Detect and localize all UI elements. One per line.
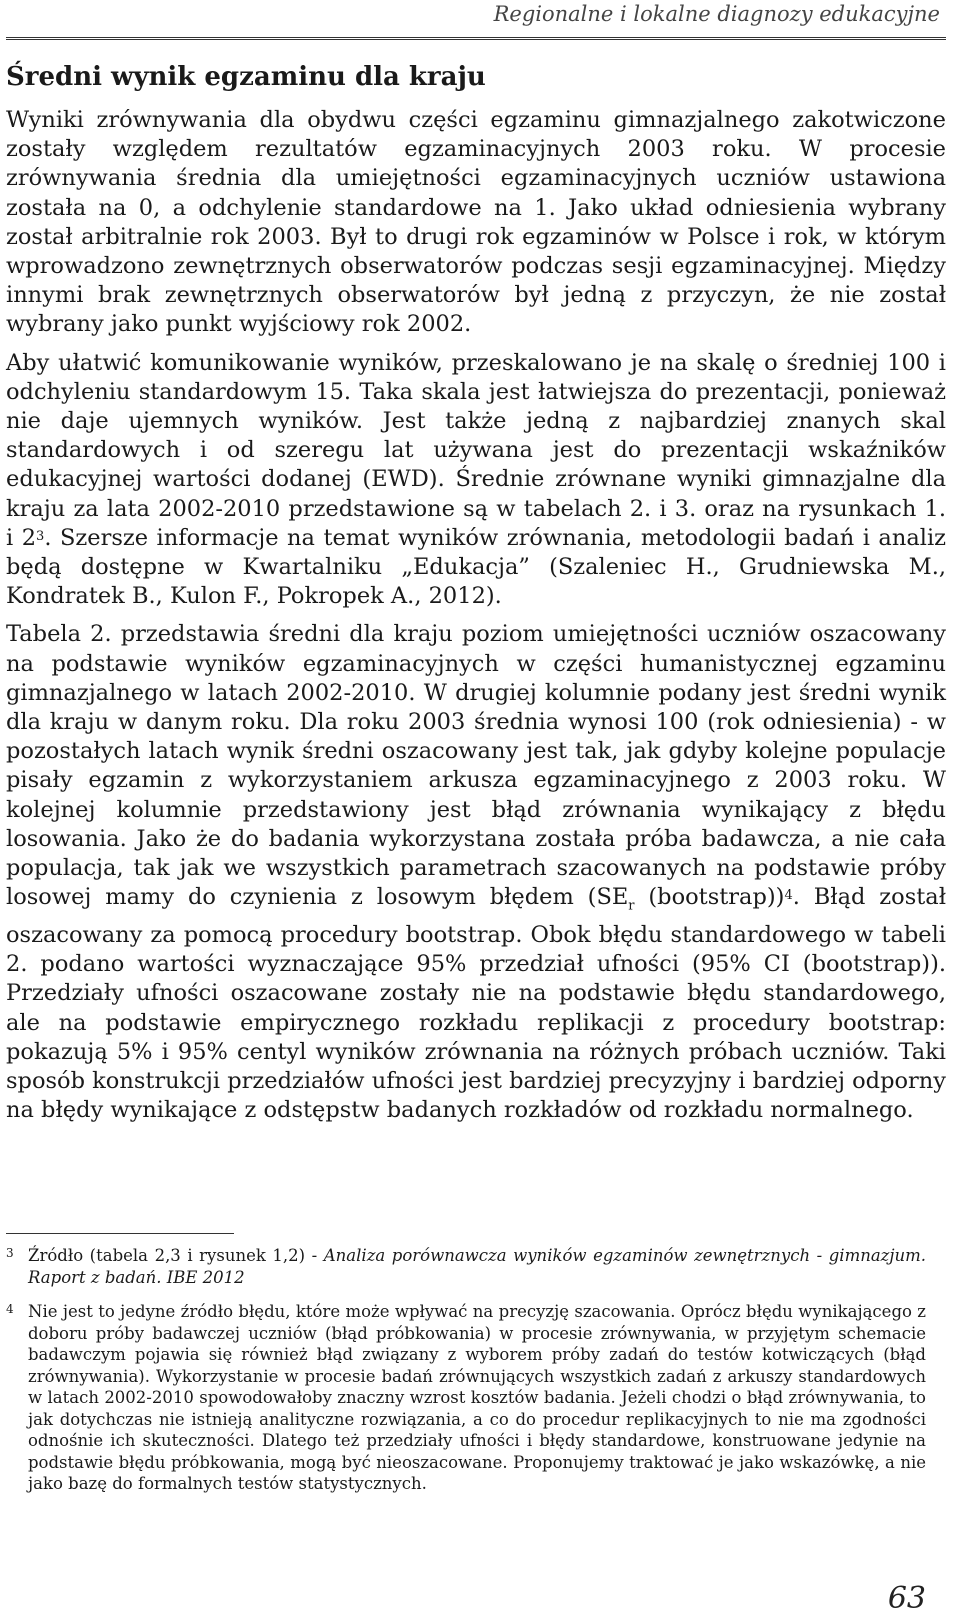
header-divider — [6, 37, 946, 40]
footnote-number: 3 — [6, 1246, 14, 1260]
footnotes — [6, 1245, 926, 1508]
footnote-text: Źródło (tabela 2,3 i rysunek 1,2) - — [28, 1246, 324, 1265]
footnote-italic-text: Analiza porównawcza wyników egzaminów zewnętrznych - gimnazjum. Raport z badań. IBE 2012 — [28, 1246, 927, 1287]
body-text — [6, 106, 946, 1134]
paragraph-2-text-a: Aby ułatwić komunikowanie wyników, przeskalowano je na skalę o średniej 100 i odchyleniu standardowym 15. Taka skala jest łatwiejsza do prezentacji, ponieważ nie daje ujemnych wyników. Jest także jedną z najbardziej znanych skal standardowych i od szeregu lat używana jest do prezentacji wskaźników edukacyjnej wartości dodanej (EWD). Średnie zrównane wyniki gimnazjalne dla kraju za lata 2002-2010 przedstawione są w tabelach 2. i 3. oraz na rysunkach 1. i 2 — [6, 349, 946, 551]
paragraph-2-text-b: . Szersze informacje na temat wyników zrównania, metodologii badań i analiz będą dostępne w Kwartalniku „Edukacja” (Szaleniec H., Grudniewska M., Kondratek B., Kulon F., Pokropek A., 2012). — [6, 524, 946, 610]
paragraph-3-text-a: Tabela 2. przedstawia średni dla kraju poziom umiejętności uczniów oszacowany na podstawie wyników egzaminacyjnych w części humanistycznej egzaminu gimnazjalnego w latach 2002-2010. W drugiej kolumnie podany jest średni wynik dla kraju w danym roku. Dla roku 2003 średnia wynosi 100 (rok odniesienia) - w pozostałych latach wynik średni oszacowany jest tak, jak gdyby kolejne populacje pisały egzamin z wykorzystaniem arkusza egzaminacyjnego z 2003 roku. W kolejnej kolumnie przedstawiony jest błąd zrównania wynikający z błędu losowania. Jako że do badania wykorzystana została próba badawcza, a nie cała populacja, tak jak we wszystkich parametrach szacowanych na podstawie próby losowej mamy do czynienia z losowym błędem (SE — [6, 621, 946, 911]
footnote-4 — [6, 1301, 926, 1495]
page — [6, 0, 954, 1620]
page-number: 63 — [887, 1581, 926, 1616]
paragraph-2 — [6, 349, 946, 612]
paragraph-3-text-c: . Błąd został oszacowany za pomocą procedury bootstrap. Obok błędu standardowego w tabeli 2. podano wartości wyznaczające 95% przedział ufności (95% CI (bootstrap)). Przedziały ufności oszacowane zostały nie na podstawie błędu standardowego, ale na podstawie empirycznego rozkładu replikacji z procedury bootstrap: pokazują 5% i 95% centyl wyników zrównania na różnych próbach uczniów. Taki sposób konstrukcji przedziałów ufności jest bardziej precyzyjny i bardziej odporny na błędy wynikające z odstępstw badanych rozkładów od rozkładu normalnego. — [6, 884, 946, 1124]
running-header: Regionalne i lokalne diagnozy edukacyjne — [493, 2, 940, 26]
section-title: Średni wynik egzaminu dla kraju — [6, 62, 486, 92]
footnote-ref-3: 3 — [36, 528, 45, 544]
footnote-divider — [6, 1233, 234, 1234]
footnote-number: 4 — [6, 1302, 14, 1316]
footnote-text: Nie jest to jedyne źródło błędu, które może wpływać na precyzję szacowania. Oprócz błędu wynikającego z doboru próby badawczej uczniów (błąd próbkowania) w procesie zrównywania, w przyjętym schemacie badawczym pojawia się również błąd związany z wyborem próby zadań do testów kotwiczących (błąd zrównywania). Wykorzystanie w procesie badań zrównujących wszystkich zadań z arkuszy standardowych w latach 2002-2010 spowodowałoby znaczny wzrost kosztów badania. Jeżeli chodzi o błąd zrównywania, to jak dotychczas nie istnieją analityczne rozwiązania, a co do procedur replikacyjnych to nie ma zgodności odnośnie ich skuteczności. Dlatego też przedziały ufności i błędy standardowe, konstruowane jedynie na podstawie błędu próbkowania, mogą być nieoszacowane. Proponujemy traktować je jako wskazówkę, a nie jako bazę do formalnych testów statystycznych. — [28, 1302, 926, 1493]
footnote-ref-4: 4 — [784, 888, 793, 904]
paragraph-3 — [6, 620, 946, 1125]
paragraph-3-text-b: (bootstrap)) — [634, 884, 785, 911]
footnote-3 — [6, 1245, 926, 1288]
se-subscript: r — [628, 898, 635, 914]
paragraph-1: Wyniki zrównywania dla obydwu części egzaminu gimnazjalnego zakotwiczone zostały względem rezultatów egzaminacyjnych 2003 roku. W procesie zrównywania średnia dla umiejętności egzaminacyjnych uczniów ustawiona została na 0, a odchylenie standardowe na 1. Jako układ odniesienia wybrany został arbitralnie rok 2003. Był to drugi rok egzaminów w Polsce i rok, w którym wprowadzono zewnętrznych obserwatorów podczas sesji egzaminacyjnej. Między innymi brak zewnętrznych obserwatorów był jedną z przyczyn, że nie został wybrany jako punkt wyjściowy rok 2002. — [6, 107, 946, 338]
